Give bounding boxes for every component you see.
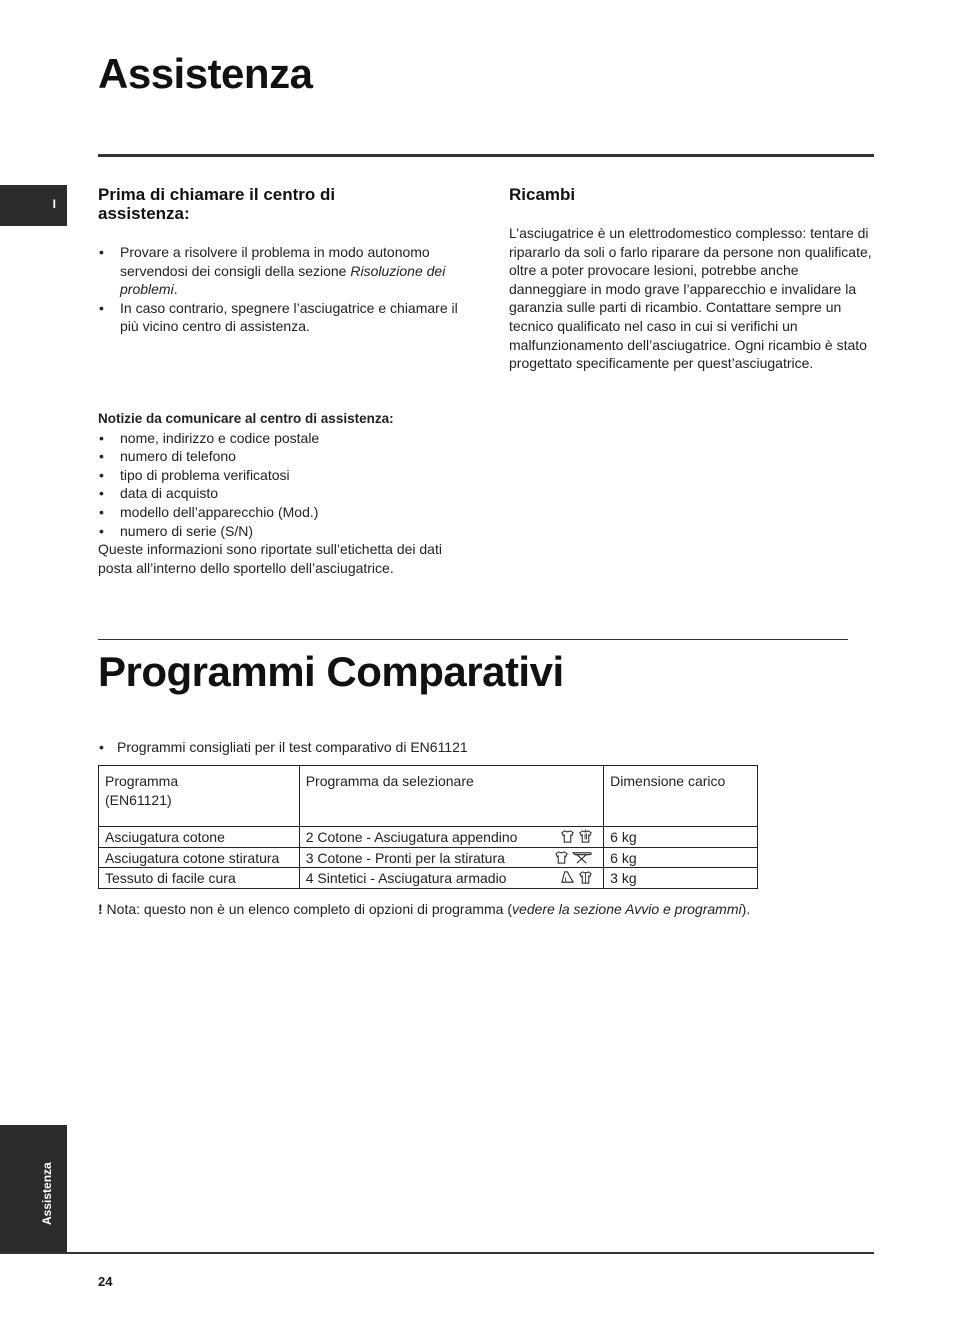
language-tab-label: I <box>52 197 56 211</box>
side-section-label: Assistenza <box>40 1162 54 1225</box>
shirt-icon <box>560 829 575 844</box>
title-rule <box>98 154 874 157</box>
shirt-hanger-icon <box>578 829 593 844</box>
troubleshooting-link-text: Risoluzione dei problemi <box>120 262 446 298</box>
list-item: • modello dell’apparecchio (Mod.) <box>98 503 458 522</box>
parts-heading: Ricambi <box>509 185 576 204</box>
table-header-row <box>99 766 758 827</box>
table-cell: 6 kg <box>604 847 758 868</box>
start-programs-link-text: vedere la sezione Avvio e programmi <box>512 901 742 917</box>
language-tab <box>0 185 67 226</box>
warning-icon: ! <box>98 901 103 917</box>
list-item: • Programmi consigliati per il test comparativo di EN61121 <box>98 738 598 757</box>
info-list <box>98 429 458 541</box>
table-cell: 6 kg <box>604 827 758 848</box>
section-rule <box>98 639 848 640</box>
table-header-cell: Programma da selezionare <box>299 766 603 827</box>
list-item: • Provare a risolvere il problema in modo autonomo servendosi dei consigli della sezione Risoluzione dei problemi. <box>98 243 463 299</box>
table-cell: 4 Sintetici - Asciugatura armadio <box>299 868 603 889</box>
comparative-bullet <box>98 738 598 757</box>
table-cell: 3 kg <box>604 868 758 889</box>
before-call-list <box>98 243 463 336</box>
info-footer: Queste informazioni sono riportate sull’etichetta dei dati posta all’interno dello sportello dell’asciugatrice. <box>98 541 442 576</box>
table-cell: Asciugatura cotone stiratura <box>99 847 300 868</box>
info-heading: Notizie da comunicare al centro di assistenza: <box>98 411 394 426</box>
side-section-tab <box>0 1125 67 1253</box>
parts-text: L’asciugatrice è un elettrodomestico complesso: tentare di ripararlo da soli o farlo riparare da persone non qualificate, oltre a poter provocare lesioni, potrebbe anche danneggiare in modo grave l’apparecchio e invalidare la garanzia sulle parti di ricambio. Contattare sempre un tecnico qualificato nel caso in cui si verifichi un malfunzionamento dell’asciugatrice. Ogni ricambio è stato progettato specificamente per quest’asciugatrice. <box>509 225 872 372</box>
table-row <box>99 868 758 889</box>
table-header-cell: Dimensione carico <box>604 766 758 827</box>
list-item: • nome, indirizzo e codice postale <box>98 429 458 448</box>
comparative-table <box>98 765 758 889</box>
list-item: • tipo di problema verificatosi <box>98 466 458 485</box>
list-item: • numero di telefono <box>98 447 458 466</box>
table-cell: 3 Cotone - Pronti per la stiratura <box>299 847 603 868</box>
shirt-icon <box>554 850 569 865</box>
info-block <box>98 410 458 577</box>
footer-rule <box>0 1252 874 1254</box>
table-row <box>99 847 758 868</box>
list-item: • In caso contrario, spegnere l’asciugatrice e chiamare il più vicino centro di assistenza. <box>98 299 463 336</box>
page-title: Assistenza <box>98 50 313 97</box>
before-call-heading: Prima di chiamare il centro di assistenza: <box>98 185 336 223</box>
list-item: • data di acquisto <box>98 484 458 503</box>
table-cell: 2 Cotone - Asciugatura appendino <box>299 827 603 848</box>
table-header-cell: Programma (EN61121) <box>99 766 300 827</box>
table-cell: Tessuto di facile cura <box>99 868 300 889</box>
wardrobe-icon <box>578 870 593 885</box>
note-text: ! Nota: questo non è un elenco completo di opzioni di programma (vedere la sezione Avvio e programmi). <box>98 901 751 917</box>
ironing-board-icon <box>572 850 593 865</box>
table-cell: Asciugatura cotone <box>99 827 300 848</box>
synthetic-icon <box>560 870 575 885</box>
section-title: Programmi Comparativi <box>98 648 564 695</box>
page-number: 24 <box>98 1274 113 1289</box>
list-item: • numero di serie (S/N) <box>98 522 458 541</box>
table-row <box>99 827 758 848</box>
